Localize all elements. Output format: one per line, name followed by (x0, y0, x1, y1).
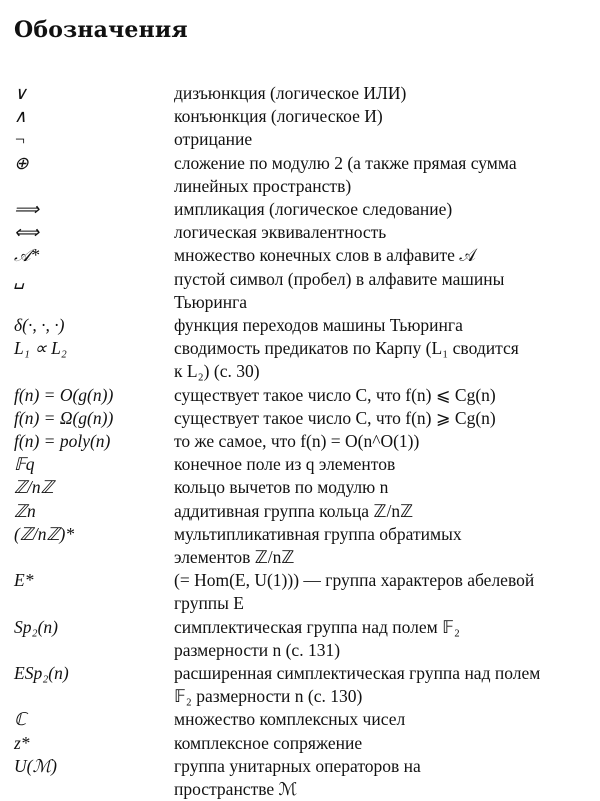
description-line: логическая эквивалентность (174, 222, 387, 243)
notation-symbol: 𝒜* (14, 245, 40, 266)
notation-symbol: ⟹ (14, 199, 40, 220)
description-line: размерности n (с. 131) (174, 639, 341, 660)
notation-row (14, 105, 594, 128)
notation-symbol: δ(·, ·, ·) (14, 315, 65, 336)
notation-row (14, 128, 594, 151)
description-line: кольцо вычетов по модулю n (174, 477, 389, 498)
notation-symbol: ℂ (14, 709, 27, 730)
notation-description (174, 708, 594, 731)
notation-symbol: z* (14, 732, 30, 753)
notation-symbol: ℤn (14, 500, 36, 521)
description-line: сводимость предикатов по Карпу (L₁ сводится (174, 338, 519, 359)
notation-row (14, 314, 594, 337)
notation-description (174, 105, 594, 128)
description-line: отрицание (174, 129, 253, 150)
notation-row (14, 82, 594, 105)
notation-description (174, 616, 594, 662)
notation-description (174, 198, 594, 221)
notation-row (14, 569, 594, 615)
notation-row (14, 500, 594, 523)
notation-row (14, 616, 594, 662)
description-line: импликация (логическое следование) (174, 199, 453, 220)
notation-description (174, 337, 594, 383)
notation-description (174, 407, 594, 430)
notation-description (174, 569, 594, 615)
notation-symbol: E* (14, 570, 34, 591)
notation-description (174, 430, 594, 453)
notation-description (174, 732, 594, 755)
notation-row (14, 476, 594, 499)
description-line: Тьюринга (174, 291, 248, 312)
notation-description (174, 268, 594, 314)
notation-row (14, 268, 594, 314)
notation-row (14, 407, 594, 430)
notation-row (14, 732, 594, 755)
notation-description (174, 453, 594, 476)
notation-symbol: 𝔽q (14, 454, 35, 475)
notation-description (174, 384, 594, 407)
notation-symbol: f(n) = O(g(n)) (14, 384, 114, 405)
notation-description (174, 152, 594, 198)
notation-row (14, 430, 594, 453)
notation-symbol: ∨ (14, 83, 27, 103)
description-line: пустой символ (пробел) в алфавите машины (174, 268, 505, 289)
notation-symbol: ESp₂(n) (14, 663, 69, 684)
description-line: симплектическая группа над полем 𝔽₂ (174, 616, 461, 637)
notation-row (14, 198, 594, 221)
notation-row (14, 708, 594, 731)
notation-symbol: ¬ (14, 129, 26, 150)
notation-description (174, 476, 594, 499)
notation-row (14, 453, 594, 476)
description-line: функция переходов машины Тьюринга (174, 315, 463, 336)
notation-row (14, 337, 594, 383)
page-title: Обозначения (14, 17, 188, 43)
description-line: линейных пространств) (174, 175, 352, 196)
description-line: существует такое число C, что f(n) ⩾ Cg(n) (174, 407, 496, 428)
notation-description (174, 500, 594, 523)
notation-symbol: L₁ ∝ L₂ (14, 338, 67, 359)
description-line: элементов ℤ/nℤ (174, 547, 295, 568)
notation-description (174, 82, 594, 105)
description-line: группы E (174, 593, 244, 614)
notation-symbol: ␣ (14, 268, 26, 289)
notation-description (174, 244, 594, 267)
notation-list (14, 82, 594, 801)
description-line: расширенная симплектическая группа над полем (174, 663, 541, 684)
notation-description (174, 128, 594, 151)
description-line: конъюнкция (логическое И) (174, 106, 383, 127)
notation-row (14, 755, 594, 801)
notation-symbol: U(ℳ) (14, 755, 58, 776)
notation-description (174, 662, 594, 708)
notation-symbol: (ℤ/nℤ)* (14, 523, 75, 544)
description-line: существует такое число C, что f(n) ⩽ Cg(n) (174, 384, 496, 405)
description-line: дизъюнкция (логическое ИЛИ) (174, 83, 407, 103)
notation-symbol: ∧ (14, 106, 27, 127)
notation-row (14, 384, 594, 407)
description-line: то же самое, что f(n) = O(n^O(1)) (174, 431, 420, 452)
notation-row (14, 523, 594, 569)
notation-row (14, 221, 594, 244)
notation-description (174, 755, 594, 801)
notation-description (174, 523, 594, 569)
description-line: множество комплексных чисел (174, 709, 406, 730)
notation-row (14, 152, 594, 198)
description-line: пространстве ℳ (174, 779, 298, 800)
notation-symbol: f(n) = poly(n) (14, 431, 111, 452)
description-line: конечное поле из q элементов (174, 454, 396, 475)
notation-symbol: f(n) = Ω(g(n)) (14, 407, 114, 428)
description-line: группа унитарных операторов на (174, 755, 421, 776)
notation-row (14, 662, 594, 708)
description-line: аддитивная группа кольца ℤ/nℤ (174, 500, 414, 521)
description-line: мультипликативная группа обратимых (174, 523, 462, 544)
notation-symbol: ℤ/nℤ (14, 477, 54, 498)
notation-description (174, 314, 594, 337)
notation-symbol: ⟺ (14, 222, 40, 243)
description-line: (= Hom(E, U(1))) — группа характеров абелевой (174, 570, 535, 591)
description-line: к L₂) (с. 30) (174, 361, 260, 382)
description-line: множество конечных слов в алфавите 𝒜 (174, 245, 476, 266)
notation-row (14, 244, 594, 267)
description-line: сложение по модулю 2 (а также прямая сумма (174, 152, 517, 173)
description-line: 𝔽₂ размерности n (с. 130) (174, 686, 363, 707)
notation-symbol: Sp₂(n) (14, 616, 58, 637)
notation-description (174, 221, 594, 244)
notation-symbol: ⊕ (14, 152, 29, 173)
description-line: комплексное сопряжение (174, 732, 363, 753)
